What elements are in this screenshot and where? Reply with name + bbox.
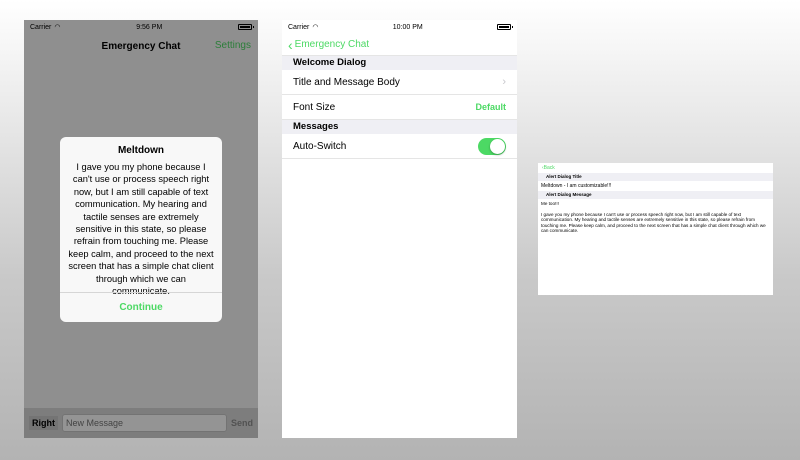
back-button[interactable] — [282, 34, 517, 56]
settings-button[interactable]: Settings — [214, 40, 251, 51]
carrier-label: Carrier — [288, 23, 310, 31]
chevron-left-icon: ‹ — [542, 165, 544, 171]
section-header-messages: Messages — [282, 120, 517, 134]
section-header-welcome: Welcome Dialog — [282, 56, 517, 70]
back-label: Emergency Chat — [294, 39, 370, 50]
back-label: Back — [543, 165, 555, 171]
status-bar — [282, 20, 517, 34]
continue-button[interactable]: Continue — [119, 302, 163, 313]
alert-message: I gave you my phone because I can't use or process speech right now, but I am still capable of text communication. My hearing and tactile senses are extremely sensitive in this state, so please refrain from touching me. Please keep calm, and proceed to the next screen that has a simple chat client through which we can — [68, 162, 214, 284]
status-time: 10:00 PM — [392, 23, 423, 31]
message-line-1: Me too!!! — [541, 201, 559, 206]
back-button[interactable] — [538, 163, 773, 173]
cell-label: Font Size — [293, 101, 336, 113]
wifi-icon: ◠ — [312, 24, 319, 31]
message-field[interactable] — [538, 199, 773, 236]
font-size-value: Default — [475, 102, 506, 112]
status-time: 9:56 PM — [136, 23, 163, 31]
carrier-label: Carrier — [30, 23, 52, 31]
section-header-message: Alert Dialog Message — [538, 191, 773, 199]
page-title: Emergency Chat — [101, 40, 181, 52]
auto-switch-toggle[interactable] — [478, 138, 506, 155]
alert-title: Meltdown — [117, 145, 165, 156]
auto-switch-cell — [282, 134, 517, 159]
settings-screen — [282, 20, 517, 438]
chevron-right-icon: › — [502, 76, 506, 88]
cell-label: Auto-Switch — [293, 140, 347, 152]
battery-icon — [497, 24, 511, 30]
right-button[interactable]: Right — [29, 416, 58, 430]
emergency-chat-screen — [24, 20, 258, 438]
send-button[interactable]: Send — [230, 418, 253, 428]
message-line-2: I gave you my phone because I can't use or process speech right now, but I am still capable of text communication. My hearing and tactile senses are extremely sensitive in this state, so please refrain from touching me. Please keep calm, and proceed to the next screen that has a simple chat client through which we can communicate. — [541, 211, 766, 234]
cell-label: Title and Message Body — [293, 76, 400, 88]
wifi-icon: ◠ — [54, 24, 61, 31]
font-size-cell[interactable] — [282, 95, 517, 120]
chevron-left-icon: ‹ — [288, 36, 293, 53]
title-field[interactable]: Meltdown - I am customizable!!! — [541, 183, 612, 189]
alert-dialog — [60, 137, 222, 322]
alert-editor-screen — [538, 163, 773, 295]
title-body-cell[interactable] — [282, 70, 517, 95]
section-header-title: Alert Dialog Title — [538, 173, 773, 181]
